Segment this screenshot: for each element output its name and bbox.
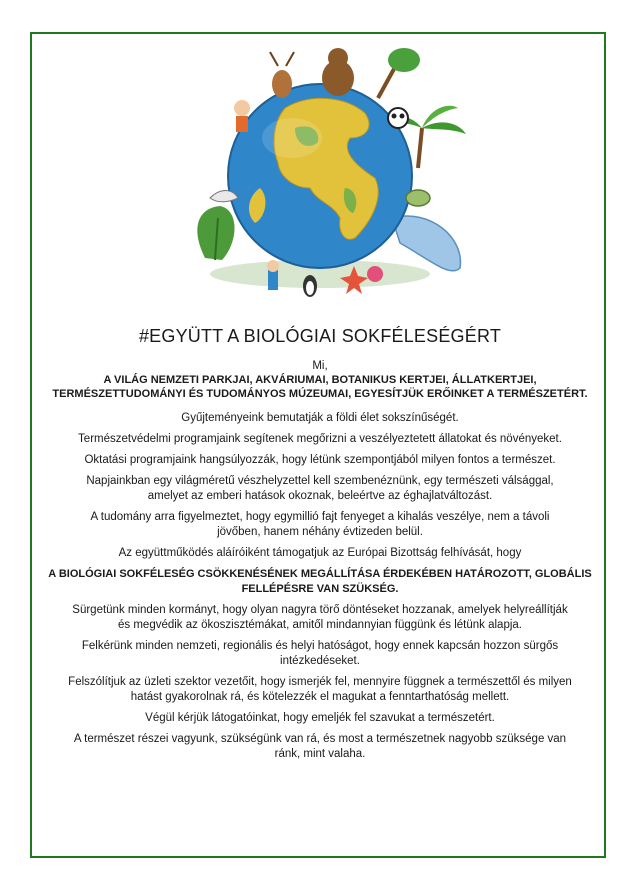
paragraph-4-line1: Napjainkban egy világméretű vészhelyzettel kell szembenéznünk, egy természeti válsággal,	[86, 475, 554, 487]
paragraph-12	[48, 732, 592, 762]
paragraph-8	[48, 603, 592, 633]
paragraph-3: Oktatási programjaink hangsúlyozzák, hogy létünk szempontjából milyen fontos a természet.	[84, 454, 556, 466]
paragraph-7-line2: FELLÉPÉSRE VAN SZÜKSÉG.	[241, 583, 399, 595]
paragraph-7-line1: A BIOLÓGIAI SOKFÉLESÉG CSÖKKENÉSÉNEK MEGÁLLÍTÁSA ÉRDEKÉBEN HATÁROZOTT, GLOBÁLIS	[48, 568, 592, 580]
paragraph-11: Végül kérjük látogatóinkat, hogy emeljék fel szavukat a természetért.	[145, 712, 495, 724]
whale-icon	[392, 216, 460, 271]
octopus-icon	[367, 266, 383, 282]
tree-top-icon	[378, 48, 420, 98]
bear-icon	[322, 48, 354, 96]
paragraph-2: Természetvédelmi programjaink segítenek megőrizni a veszélyeztetett állatokat és növényeket.	[78, 433, 562, 445]
diver-icon	[267, 260, 279, 290]
child-figure-icon	[234, 100, 250, 132]
globe-icon	[228, 84, 412, 268]
paragraph-12-line1: A természet részei vagyunk, szükségünk van rá, és most a természetnek nagyobb szüksége van	[73, 733, 567, 745]
paragraph-9	[48, 639, 592, 669]
paragraph-5-line1: A tudomány arra figyelmeztet, hogy egymillió fajt fenyeget a kihalás veszélye, nem a távoli	[90, 511, 550, 523]
paragraph-10-line1: Felszólítjuk az üzleti szektor vezetőit, hogy ismerjék fel, mennyire függnek a természettől és milyen	[68, 676, 572, 688]
panda-icon	[388, 108, 408, 128]
paragraph-5	[48, 510, 592, 540]
paragraph-9-line2: intézkedéseket.	[280, 655, 360, 667]
paragraph-4	[48, 474, 592, 504]
paragraph-8-line2: és megvédik az ökoszisztémákat, amitől mindannyian függünk és létünk alapja.	[118, 619, 522, 631]
paragraph-10-line2: hatást gyakorolnak rá, és kötelezzék el magukat a fenntarthatóság mellett.	[130, 691, 510, 703]
manifesto-text	[48, 326, 592, 768]
paragraph-6: Az együttműködés aláíróiként támogatjuk az Európai Bizottság felhívását, hogy	[118, 547, 522, 559]
intro-we: Mi,	[312, 360, 328, 372]
intro-who-line1: A VILÁG NEMZETI PARKJAI, AKVÁRIUMAI, BOTANIKUS KERTJEI, ÁLLATKERTJEI,	[103, 374, 537, 386]
page-title: #EGYÜTT A BIOLÓGIAI SOKFÉLESÉGÉRT	[138, 326, 502, 346]
paragraph-4-line2: amelyet az emberi hatások okoznak, beleértve az éghajlatváltozást.	[147, 490, 493, 502]
paragraph-7-emphasis	[48, 567, 592, 597]
paragraph-10	[48, 675, 592, 705]
intro-who	[48, 373, 592, 401]
globe-illustration	[160, 38, 480, 308]
paragraph-8-line1: Sürgetünk minden kormányt, hogy olyan nagyra törő döntéseket hozzanak, amelyek helyreállítják	[72, 604, 568, 616]
paragraph-5-line2: jövőben, hanem néhány évtizeden belül.	[217, 526, 423, 538]
paragraph-12-line2: ránk, mint valaha.	[274, 748, 366, 760]
paragraph-1: Gyűjteményeink bemutatják a földi élet sokszínűségét.	[181, 412, 459, 424]
intro-who-line2: TERMÉSZETTUDOMÁNYI ÉS TUDOMÁNYOS MÚZEUMAI, EGYESÍTJÜK ERŐINKET A TERMÉSZETÉRT.	[52, 388, 588, 400]
penguin-icon	[303, 275, 317, 297]
tree-left-icon	[197, 206, 234, 260]
paragraph-9-line1: Felkérünk minden nemzeti, regionális és helyi hatóságot, hogy ennek kapcsán hozzon sürgős	[81, 640, 559, 652]
deer-icon	[270, 52, 294, 98]
turtle-icon	[406, 190, 430, 206]
